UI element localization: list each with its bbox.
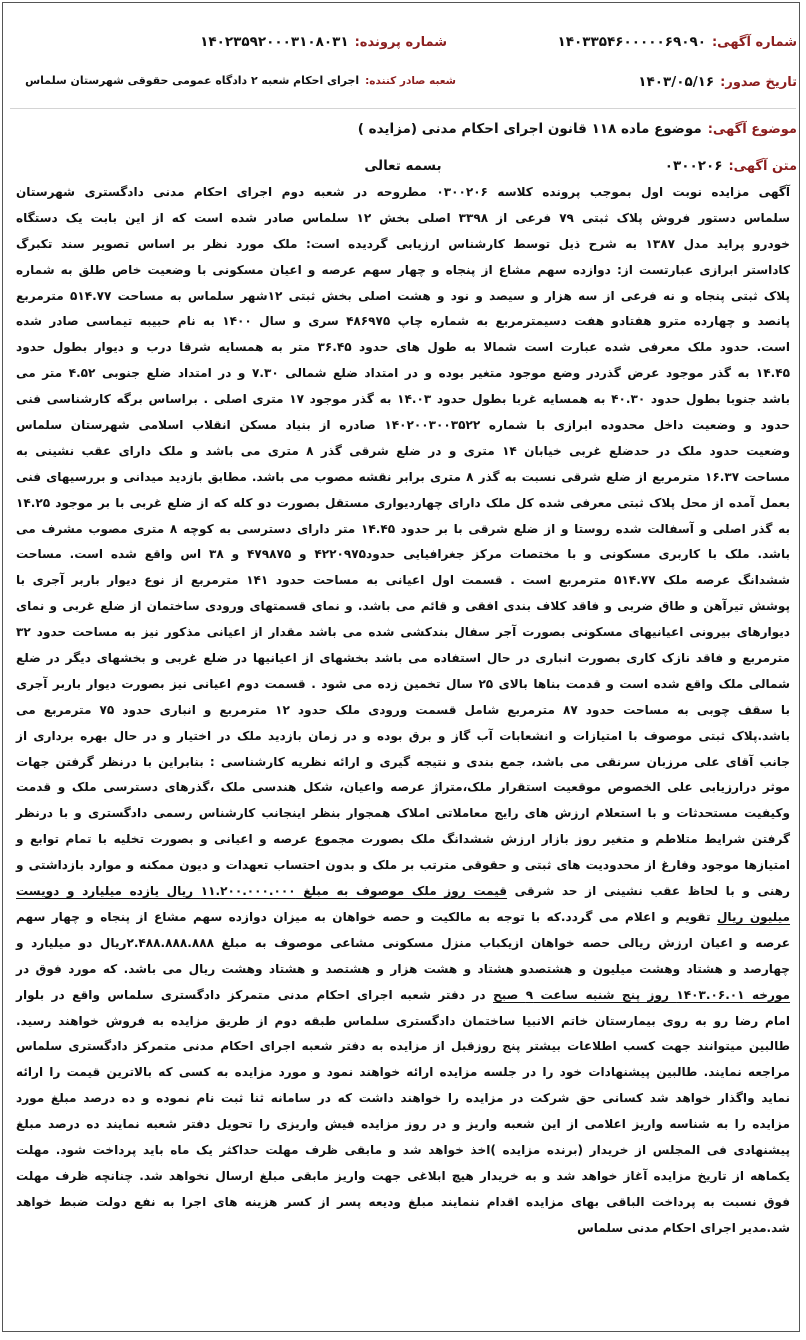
body-line: آگهی مزایده نوبت اول بموجب پرونده کلاسه ۰۳۰۰۲۰۶ مطروحه در شعبه دوم اجرای احکام مدنی دادگستری شهرستان <box>16 185 790 199</box>
underlined-text: قیمت روز ملک موصوف به مبلغ ۱۱.۲۰۰.۰۰۰.۰۰۰ ریال یازده میلیارد و دویست <box>16 884 508 899</box>
body-line: عرصه و اعیان ارزش ریالی حصه خواهان ازیکباب منزل مسکونی مشاعی موصوف به مبلغ ۲.۴۸۸.۸۸۸.۸۸۸ریال دو میلیارد و <box>16 935 790 950</box>
body-text: رهنی و با لحاظ عقب نشینی از حد شرقی <box>507 884 790 899</box>
text-number-label: متن آگهی: <box>728 159 797 174</box>
body-line: باشد.پلاک ثبتی موصوف با امتیازات و انشعابات آب گاز و برق بوده و در زمان بازدید ملک در اختیار و در حال بهره برداری از <box>16 728 790 743</box>
issuing-branch-field <box>25 74 456 87</box>
body-line: ششدانگ عرصه ملک ۵۱۴.۷۷ مترمربع است . قسمت اول اعیانی به مساحت حدود ۱۴۱ مترمربع از نوع دیوار باربر آجری با <box>16 573 790 588</box>
body-line: مزایده را به شناسه واریز اعلامی از این شعبه واریز و در روز مزایده فیش واریزی را تحویل دفتر شعبه نمایند ده درصد مبلغ <box>16 1117 790 1132</box>
body-line: امتیازها موجود وفارغ از محدودیت های ثبتی و حقوقی مترتب بر ملک و بدون احتساب تعهدات و دیون ممکنه و موارد بازداشتی و <box>16 858 790 873</box>
invocation-heading: بسمه تعالی <box>364 158 442 174</box>
ad-number-field <box>557 34 797 50</box>
body-line: مساحت ۱۶.۳۷ مترمربع از ضلع شرقی نسبت به گذر ۸ متری برابر نقشه مصوب می باشد. مطابق بازدید میدانی و بررسیهای فنی <box>16 469 790 484</box>
body-line: شمالی ملک واقع شده است و قدمت بناها بالای ۲۵ سال تخمین زده می شود . قسمت دوم اعیانی نیز بصورت دیوار باربر آجری <box>16 676 790 691</box>
notice-body <box>16 180 790 1242</box>
body-line: خودرو پراید مدل ۱۳۸۷ به شرح ذیل توسط کارشناس ارزیابی گردیده است: ملک مورد نظر بر اساس تصویر سند تکبرگ <box>16 236 790 251</box>
issue-date-label: تاریخ صدور: <box>720 75 797 90</box>
body-text: تقویم و اعلام می گردد.که با توجه به مالکیت و حصه خواهان به میزان دوازده سهم مشاع از پنجاه و چهار سهم <box>16 909 717 924</box>
body-line: سلماس دستور فروش پلاک ثبتی ۷۹ فرعی از ۳۳۹۸ اصلی بخش ۱۲ سلماس صادر شده است که از این بابت یک دستگاه <box>16 210 790 225</box>
body-line: کاداستر ابرازی عبارتست از: دوازده سهم مشاع از پنجاه و چهار سهم عرصه و اعیان مسکونی با وضعیت خاص طلق به شماره <box>16 262 790 277</box>
header-divider <box>10 108 796 109</box>
underlined-text: میلیون ریال <box>716 909 791 924</box>
file-number-field <box>200 34 447 50</box>
body-line: شد.مدیر اجرای احکام مدنی سلماس <box>577 1220 790 1235</box>
body-line: دیوارهای بیرونی اعیانیهای مسکونی بصورت آجر سفال بندکشی شده می باشد مقدار از اعیانی مذکور نیز به مساحت حدود ۳۲ <box>16 625 790 640</box>
body-line: حدود و وضعیت داخل محدوده ابرازی با شماره ۱۴۰۲۰۰۳۰۰۳۵۲۲ صادره از بنیاد مسکن انقلاب اسلامی شهرستان سلماس <box>16 418 790 433</box>
ad-number-value: ۱۴۰۳۳۵۴۶۰۰۰۰۰۶۹۰۹۰ <box>557 34 706 50</box>
body-line <box>16 879 790 905</box>
body-line: طالبین میتوانند جهت کسب اطلاعات بیشتر پنج روزقبل از مزایده به دفتر شعبه اجرای احکام مدنی متمرکز دادگستری سلماس <box>16 1039 790 1054</box>
body-line: جانب آقای علی مرزبان سرنقی می باشد، جمع بندی و نتیجه گیری و ارائه نظریه کارشناسی : بنابراین با درنظر گرفتن جهات <box>16 754 790 769</box>
issuing-branch-value: اجرای احکام شعبه ۲ دادگاه عمومی حقوقی شهرستان سلماس <box>25 74 360 87</box>
body-line: وکیفیت مستحدثات و با استعلام ارزش های رایج معاملاتی املاک همجوار بنظر اینجانب کارشناس رسمی دادگستری و با درنظر <box>16 806 790 821</box>
body-line: پانصد و چهارده مترو هفتادو هفت دسیمترمربع به شماره چاپ ۴۸۶۹۷۵ سری و سال ۱۴۰۰ به نام حبیبه تیماسی صادر شده <box>16 314 791 329</box>
body-line: یکماهه از تاریخ مزایده آغاز خواهد شد و به خریدار هیچ ابلاغی جهت واریز مابقی مبلغ ارسال نخواهد شد. چنانچه ظرف مهلت <box>16 1168 790 1183</box>
body-line: نماید واگذار خواهد شد کسانی حق شرکت در مزایده را خواهند داشت که در سامانه ثنا ثبت نام نموده و ده درصد مبلغ مورد <box>16 1091 790 1106</box>
body-line: باشد. ملک با کاربری مسکونی و با مختصات مرکز جغرافیایی حدود۴۲۲۰۹۷۵ و ۴۷۹۸۷۵ و ۳۸ اس واقع شده است. مساحت <box>16 547 791 562</box>
subject-value: موضوع ماده ۱۱۸ قانون اجرای احکام مدنی (مزایده ) <box>357 121 702 137</box>
body-line: ۱۴.۴۵ به گذر موجود عرض گذردر وضع موجود متغیر بوده و در امتداد ضلع شمالی ۷.۳۰ و در امتداد ضلع جنوبی ۴.۵۲ متر می <box>16 366 790 381</box>
body-line: پیشنهادی فی المجلس از خریدار (برنده مزایده )اخذ خواهد شد و مابقی ظرف مهلت حداکثر یک ماه باید پرداخت شود. مهلت <box>16 1142 790 1157</box>
body-line: است. حدود ملک معرفی شده عبارت است شمالا به طول های حدود ۳۶.۴۵ متر به همسایه شرقا درب و دیوار بطول حدود <box>16 340 790 355</box>
body-line: وضعیت حدود ملک در حدضلع غربی خیابان ۱۴ متری و در ضلع شرقی گذر ۸ متری می باشد و ملک دارای عقب نشینی به <box>16 443 790 458</box>
body-line: امام رضا رو به روی بیمارستان خاتم الانبیا ساختمان دادگستری سلماس طبقه دوم از طریق مزایده به فروش خواهند رسید. <box>16 1013 790 1028</box>
file-number-value: ۱۴۰۲۳۵۹۲۰۰۰۳۱۰۸۰۳۱ <box>200 34 349 50</box>
body-line: بعمل آمده از محل پلاک ثبتی معرفی شده کل ملک دارای چهاردیواری مستقل بصورت دو کله که از ضلع غربی با بر موجود ۱۴.۲۵ <box>16 495 790 510</box>
ad-number-label: شماره آگهی: <box>711 35 797 50</box>
underlined-text: مورخه ۱۴۰۳.۰۶.۰۱ روز پنج شنبه ساعت ۹ صبح <box>493 987 791 1002</box>
subject-label: موضوع آگهی: <box>707 122 797 137</box>
body-line <box>16 905 790 931</box>
body-line: چهارصد و هشتاد وهشت میلیون و هشتصدو هشتاد و هشت هزار و هشتصد و هشتاد وهشت ریال می باشد. که مورد فوق در <box>16 961 790 976</box>
issuing-branch-label: شعبه صادر کننده: <box>365 75 456 87</box>
issue-date-value: ۱۴۰۳/۰۵/۱۶ <box>638 74 715 90</box>
subject-field <box>358 121 797 137</box>
text-number-value: ۰۳۰۰۲۰۶ <box>664 158 723 174</box>
body-line: باشد جنوبا بطول حدود ۴۰.۳۰ به همسایه غربا بطول حدود ۱۴.۰۳ به گذر موجود ۱۷ متری اصلی . براساس برگه کارشناسی فنی <box>16 392 790 407</box>
body-line: مراجعه نمایند. طالبین پیشنهادات خود را در جلسه مزایده ارائه خواهند نمود و مورد مزایده به کسی که بالاترین قیمت را ارائه <box>16 1065 790 1080</box>
body-line: مترمربع و فاقد نازک کاری بصورت انباری در حال استفاده می باشد بخشهای از اعیانیها در ضلع غربی و بخشهای دیگر در ضلع <box>16 651 790 666</box>
body-text: در دفتر شعبه اجرای احکام مدنی متمرکز دادگستری سلماس واقع در بلوار <box>16 987 493 1002</box>
issue-date-field <box>638 74 797 90</box>
body-line: موثر درارزیابی علی الخصوص موقعیت استقرار ملک،متراژ عرصه واعیان، شکل هندسی ملک ،گذرهای دسترسی ملک و قدمت <box>16 780 790 795</box>
body-line: به گذر اصلی و آسفالت شده روستا و از ضلع شرقی با بر حدود ۱۴.۴۵ متر دارای دسترسی به کوچه ۸ متری مصوب مشرف می <box>16 521 790 536</box>
body-line: گرفتن شرایط متلاطم و متغیر روز بازار ارزش ششدانگ ملک بصورت مجموع عرصه و اعیانی و بصورت تخلیه با تمام توابع و <box>16 832 790 847</box>
file-number-label: شماره پرونده: <box>354 35 447 50</box>
body-line <box>16 983 790 1009</box>
body-line: پلاک ثبتی پنجاه و نه فرعی از سه هزار و سیصد و نود و هشت اصلی بخش ثبتی ۱۲شهر سلماس به مساحت ۵۱۴.۷۷ مترمربع <box>16 288 791 303</box>
body-line: پوشش تیرآهن و طاق ضربی و فاقد کلاف بندی افقی و قائم می باشد. و نمای قسمتهای ورودی ساختمان از ضلع غربی و نمای <box>16 599 790 614</box>
body-line: فوق نسبت به پرداخت الباقی بهای مزایده اقدام ننمایند مبلغ ودیعه پسر از کسر هزینه های اجرا به نفع دولت ضبط خواهد <box>16 1194 790 1209</box>
body-line: با سقف چوبی به مساحت حدود ۸۷ مترمربع شامل قسمت ورودی ملک حدود ۱۲ مترمربع و انباری حدود ۷۵ مترمربع می <box>16 702 790 717</box>
